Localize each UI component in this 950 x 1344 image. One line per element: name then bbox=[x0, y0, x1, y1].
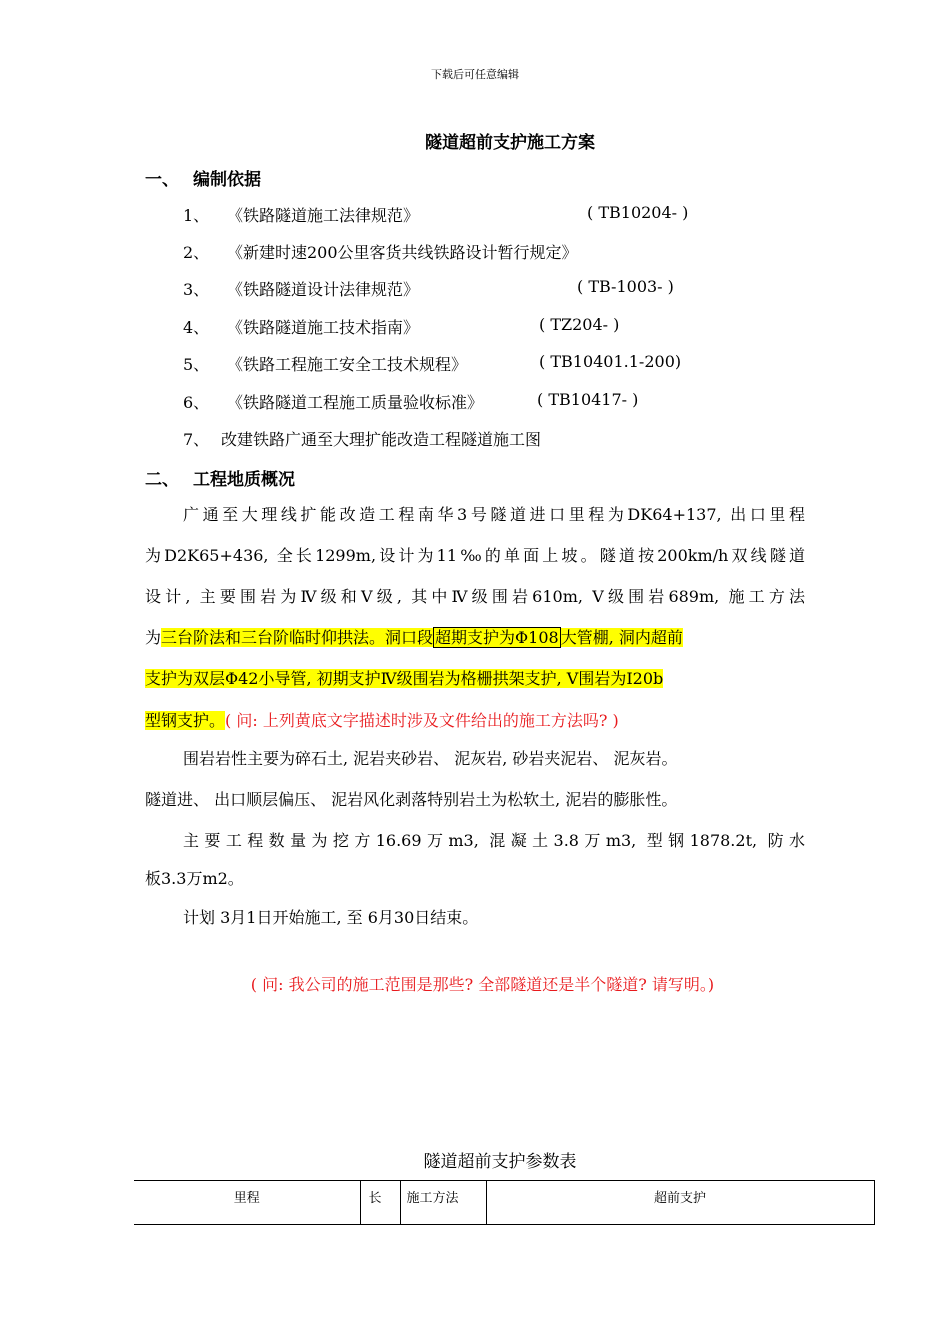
reference-title: 改建铁路广通至大理扩能改造工程隧道施工图 bbox=[221, 430, 542, 449]
document-title: 隧道超前支护施工方案 bbox=[425, 133, 595, 153]
reference-code: ( TB10401.1-200) bbox=[539, 352, 682, 371]
reference-code: ( TB10204- ) bbox=[587, 203, 689, 222]
reference-index: 5、 bbox=[183, 355, 210, 374]
reference-item bbox=[183, 277, 674, 300]
reference-code: ( TB-1003- ) bbox=[577, 277, 674, 296]
reference-title: 《铁路隧道设计法律规范》 bbox=[227, 280, 420, 299]
paragraph-line: 隧道进、 出口顺层偏压、 泥岩风化剥落特别岩土为松软土, 泥岩的膨胀性。 bbox=[145, 790, 678, 809]
reference-title: 《铁路工程施工安全工技术规程》 bbox=[227, 355, 468, 374]
reference-code: ( TB10417- ) bbox=[537, 390, 639, 409]
header-cell-length: 长 bbox=[360, 1181, 400, 1225]
page-header: 下载后可任意编辑 bbox=[431, 68, 519, 81]
paragraph-line bbox=[145, 708, 805, 731]
header-cell-mileage: 里程 bbox=[134, 1181, 360, 1225]
section-2-heading bbox=[145, 465, 295, 490]
red-question-line: ( 问: 我公司的施工范围是那些? 全部隧道还是半个隧道? 请写明。) bbox=[250, 975, 715, 994]
highlighted-text: 大管棚, 洞内超前 bbox=[560, 628, 683, 647]
paragraph-line: 主要工程数量为挖方16.69万m3, 混凝土3.8万m3, 型钢1878.2t, 防水 bbox=[183, 831, 805, 850]
paragraph-line: 围岩岩性主要为碎石土, 泥岩夹砂岩、 泥灰岩, 砂岩夹泥岩、 泥灰岩。 bbox=[183, 749, 678, 768]
paragraph-line-highlighted bbox=[145, 666, 805, 689]
reference-item bbox=[183, 390, 639, 413]
paragraph-line: 广通至大理线扩能改造工程南华3号隧道进口里程为DK64+137, 出口里程 bbox=[183, 505, 805, 524]
reference-item bbox=[183, 240, 578, 263]
reference-title: 《铁路隧道施工法律规范》 bbox=[227, 206, 420, 225]
plain-text: 为 bbox=[145, 628, 162, 647]
reference-item bbox=[183, 203, 689, 226]
reference-item bbox=[183, 352, 682, 375]
section-2-number: 二、 bbox=[145, 470, 179, 490]
header-cell-advance-support: 超前支护 bbox=[486, 1181, 874, 1225]
section-2-title: 工程地质概况 bbox=[193, 470, 295, 490]
reference-item bbox=[183, 427, 541, 450]
highlighted-text: 三台阶法和三台阶临时仰拱法。洞口段 bbox=[161, 628, 434, 647]
paragraph-line: 为D2K65+436, 全长1299m,设计为11‰的单面上坡。隧道按200km/h双线隧道 bbox=[145, 546, 805, 565]
paragraph-line: 设计, 主要围岩为Ⅳ级和Ⅴ级, 其中Ⅳ级围岩610m, Ⅴ级围岩689m, 施工方法 bbox=[145, 587, 805, 606]
highlighted-text: 支护为双层Φ42小导管, 初期支护Ⅳ级围岩为格栅拱架支护, Ⅴ围岩为I20b bbox=[145, 669, 664, 688]
reference-index: 4、 bbox=[183, 318, 210, 337]
section-1-title: 编制依据 bbox=[193, 170, 261, 190]
header-cell-method: 施工方法 bbox=[400, 1181, 486, 1225]
section-1-number: 一、 bbox=[145, 170, 179, 190]
parameter-table bbox=[134, 1180, 875, 1225]
reference-index: 2、 bbox=[183, 243, 210, 262]
red-question-text: ( 问: 上列黄底文字描述时涉及文件给出的施工方法吗? ) bbox=[225, 711, 619, 730]
section-1-heading bbox=[145, 165, 261, 190]
paragraph-line: 板3.3万m2。 bbox=[145, 869, 244, 888]
boxed-highlighted-text: 超期支护为Φ108 bbox=[435, 628, 559, 647]
reference-title: 《铁路隧道工程施工质量验收标准》 bbox=[227, 393, 484, 412]
reference-title: 《新建时速200公里客货共线铁路设计暂行规定》 bbox=[227, 243, 578, 262]
reference-index: 6、 bbox=[183, 393, 210, 412]
reference-item bbox=[183, 315, 620, 338]
reference-title: 《铁路隧道施工技术指南》 bbox=[227, 318, 420, 337]
reference-index: 7、 bbox=[183, 430, 210, 449]
table-title: 隧道超前支护参数表 bbox=[423, 1152, 577, 1172]
paragraph-line-highlighted bbox=[145, 625, 805, 648]
reference-code: ( TZ204- ) bbox=[539, 315, 620, 334]
reference-index: 3、 bbox=[183, 280, 210, 299]
reference-index: 1、 bbox=[183, 206, 210, 225]
paragraph-line: 计划 3月1日开始施工, 至 6月30日结束。 bbox=[183, 908, 479, 927]
table-header-row bbox=[134, 1181, 874, 1225]
highlighted-text: 型钢支护。 bbox=[145, 711, 226, 730]
